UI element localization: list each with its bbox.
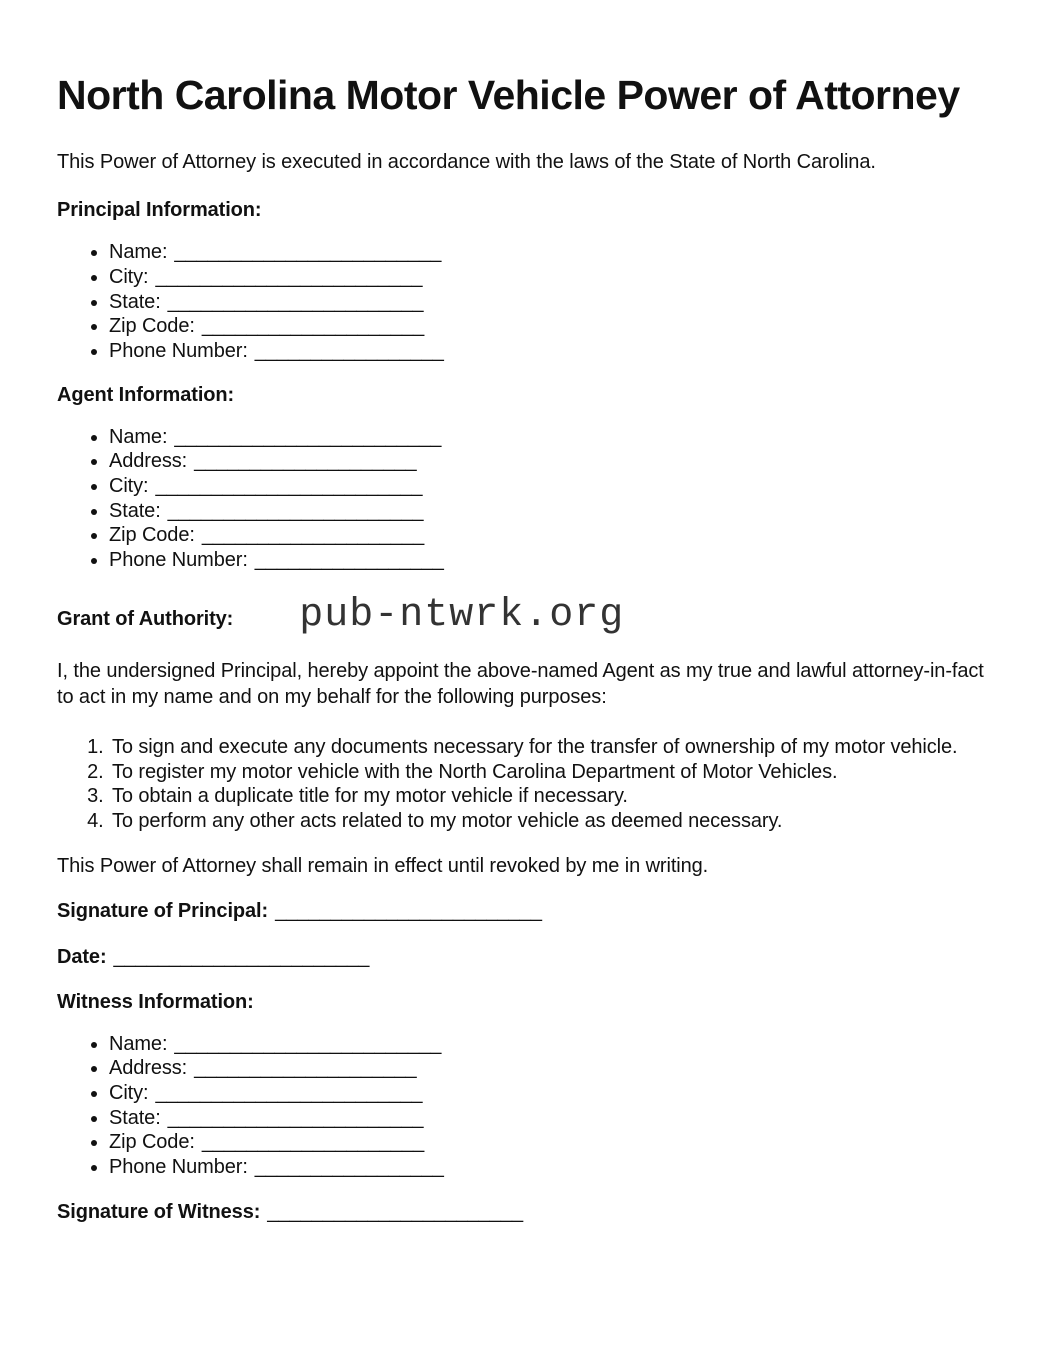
field-row-agent-state	[109, 499, 998, 524]
blank-line: _______________________	[167, 499, 424, 522]
field-label: City:	[109, 265, 149, 288]
grant-section-heading: Grant of Authority:	[57, 607, 234, 630]
blank-line: ________________________	[155, 265, 423, 288]
field-label: State:	[109, 1106, 161, 1129]
field-row-principal-zip	[109, 314, 998, 339]
field-row-agent-address	[109, 449, 998, 474]
blank-line: ________________________	[174, 1032, 442, 1055]
signature-witness-label: Signature of Witness:	[57, 1200, 261, 1223]
witness-fields-list	[57, 1032, 998, 1180]
blank-line: ____________________	[201, 315, 425, 338]
field-row-witness-zip	[109, 1130, 998, 1155]
field-label: Zip Code:	[109, 315, 195, 338]
field-row-witness-address	[109, 1056, 998, 1081]
blank-line: ____________________	[194, 1057, 417, 1080]
field-row-witness-name	[109, 1032, 998, 1057]
watermark-text: pub-ntwrk.org	[299, 592, 625, 638]
field-label: Zip Code:	[109, 524, 195, 547]
signature-principal-row	[57, 899, 998, 924]
blank-line: _________________	[254, 340, 444, 362]
signature-principal-line: ________________________	[275, 899, 543, 922]
signature-witness-row	[57, 1200, 998, 1225]
field-row-principal-state	[109, 290, 998, 315]
effect-statement: This Power of Attorney shall remain in effect until revoked by me in writing.	[57, 854, 709, 877]
agent-section-heading: Agent Information:	[57, 383, 235, 406]
signature-witness-line: _______________________	[267, 1200, 524, 1223]
field-label: State:	[109, 290, 161, 313]
field-row-agent-phone	[109, 548, 998, 573]
field-row-agent-name	[109, 425, 998, 450]
field-label: Address:	[109, 450, 188, 473]
document-title: North Carolina Motor Vehicle Power of Attorney	[57, 72, 960, 118]
blank-line: ________________________	[155, 1081, 423, 1104]
blank-line: ________________________	[155, 475, 423, 498]
blank-line: _________________	[254, 1156, 444, 1178]
purpose-item-1: 1. To sign and execute any documents necessary for the transfer of ownership of my motor vehicle.	[109, 735, 998, 760]
date-row	[57, 945, 998, 970]
field-label: Phone Number:	[109, 340, 248, 362]
field-row-witness-state	[109, 1106, 998, 1131]
field-row-agent-city	[109, 474, 998, 499]
blank-line: _________________	[254, 549, 444, 572]
grant-heading-row	[57, 593, 998, 638]
purpose-item-4: 4. To perform any other acts related to my motor vehicle as deemed necessary.	[109, 809, 998, 834]
field-row-principal-name	[109, 240, 998, 265]
field-label: Phone Number:	[109, 549, 248, 572]
signature-principal-label: Signature of Principal:	[57, 899, 269, 922]
blank-line: _______________________	[167, 290, 424, 313]
field-label: Name:	[109, 425, 168, 448]
field-row-witness-city	[109, 1081, 998, 1106]
principal-section-heading: Principal Information:	[57, 199, 262, 222]
purposes-list	[57, 735, 998, 834]
field-row-principal-city	[109, 265, 998, 290]
field-row-principal-phone	[109, 339, 998, 364]
blank-line: ____________________	[194, 450, 417, 473]
field-row-agent-zip	[109, 523, 998, 548]
purpose-item-3: 3. To obtain a duplicate title for my motor vehicle if necessary.	[109, 784, 998, 809]
field-label: Name:	[109, 241, 168, 264]
purpose-item-2: 2. To register my motor vehicle with the North Carolina Department of Motor Vehicles.	[109, 760, 998, 785]
field-label: Zip Code:	[109, 1131, 195, 1154]
witness-section-heading: Witness Information:	[57, 990, 254, 1013]
field-row-witness-phone	[109, 1155, 998, 1180]
blank-line: ________________________	[174, 241, 442, 264]
principal-fields-list	[57, 240, 998, 363]
field-label: Address:	[109, 1057, 188, 1080]
intro-paragraph: This Power of Attorney is executed in accordance with the laws of the State of North Carolina.	[57, 151, 876, 174]
field-label: Name:	[109, 1032, 168, 1055]
field-label: State:	[109, 499, 161, 522]
blank-line: ____________________	[201, 1131, 425, 1154]
grant-intro-paragraph: I, the undersigned Principal, hereby appoint the above-named Agent as my true and lawful attorney-in-fact to act in my name and on my behalf for the following purposes:	[57, 659, 984, 708]
field-label: City:	[109, 475, 149, 498]
blank-line: ____________________	[201, 524, 425, 547]
blank-line: ________________________	[174, 425, 442, 448]
date-label: Date:	[57, 945, 107, 968]
date-line: _______________________	[113, 945, 370, 968]
field-label: Phone Number:	[109, 1156, 248, 1178]
agent-fields-list	[57, 425, 998, 573]
blank-line: _______________________	[167, 1106, 424, 1129]
field-label: City:	[109, 1081, 149, 1104]
